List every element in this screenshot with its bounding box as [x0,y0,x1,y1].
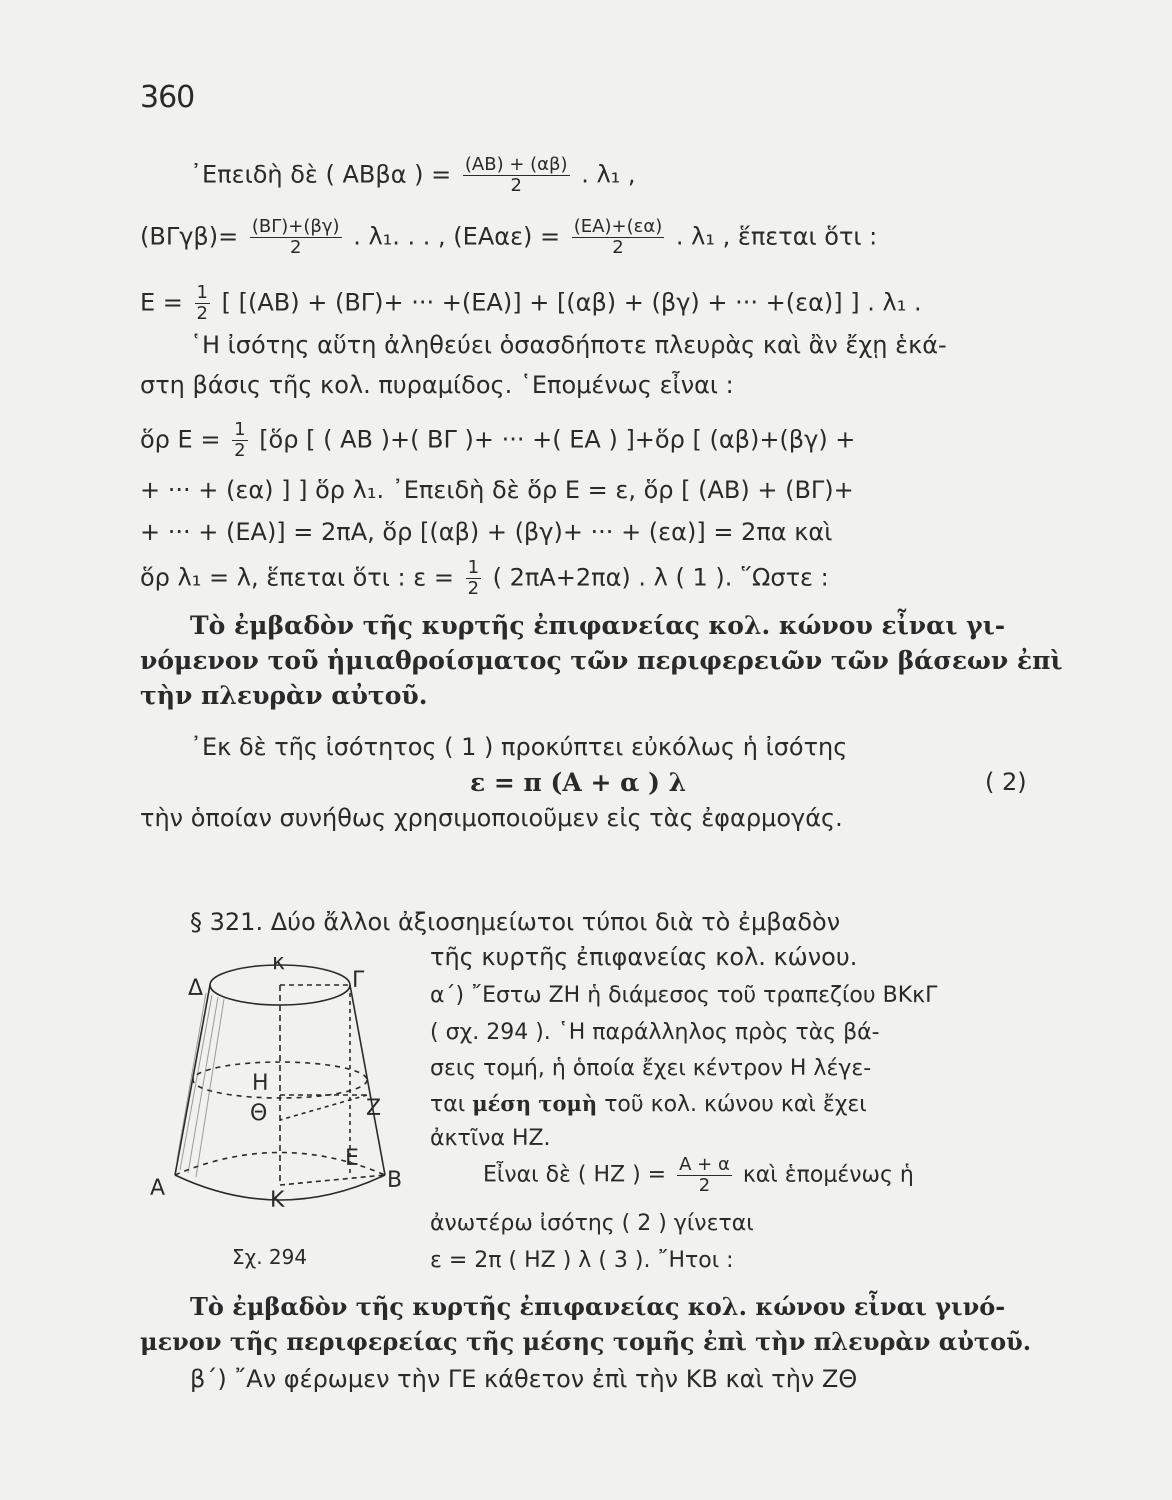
text-span: ὅρ λ₁ = λ, ἕπεται ὅτι : ε = [140,563,454,592]
fraction-numerator: Α + α [679,1154,730,1175]
fraction-denominator: 2 [289,236,302,258]
fraction-numerator: 1 [467,557,480,578]
fraction-numerator: (ΑΒ) + (αβ) [464,154,568,175]
fraction [232,420,247,461]
label-theta: Θ [250,1101,268,1126]
text-span: καὶ ἑπομένως ἡ [742,1162,914,1188]
text-line: + ··· + (ΕΑ)] = 2πΑ, ὅρ [(αβ) + (βγ)+ ··· + (εα)] = 2πα καὶ [140,518,833,546]
text-span: (ΒΓγβ)= [140,222,239,251]
fraction [250,217,342,258]
segment-ztheta [280,1095,367,1120]
text-line [430,1093,867,1116]
fraction-denominator: 2 [612,236,624,258]
text-span: ᾿Επειδὴ δὲ ( ΑΒβα ) = [190,160,452,189]
text-line: + ··· + (εα) ] ] ὅρ λ₁. ᾿Επειδὴ δὲ ὅρ Ε = ε, ὅρ [ (ΑΒ) + (ΒΓ)+ [140,476,854,504]
fraction-denominator: 2 [467,577,480,599]
text-line [140,558,829,599]
text-line: στη βάσις τῆς κολ. πυραμίδος. ῾Επομένως εἶναι : [140,371,734,399]
fraction [466,558,481,599]
truncated-cone-figure [140,955,410,1265]
text-span: ται [430,1092,466,1117]
label-delta: Δ [188,976,204,1001]
label-a: Α [150,1176,166,1201]
text-line [483,1155,914,1196]
fraction-denominator: 2 [196,302,208,324]
text-line [190,155,636,196]
radius-kb [280,1175,385,1185]
theorem-line: Τὸ ἐμβαδὸν τῆς κυρτῆς ἐπιφανείας κολ. κώνου εἶναι γι- [190,611,1006,640]
theorem-line: τὴν πλευρὰν αὐτοῦ. [140,681,428,710]
fraction-numerator: 1 [196,282,208,303]
text-line: α΄) ῎Εστω ΖΗ ἡ διάμεσος τοῦ τραπεζίου ΒΚκΓ [430,983,938,1008]
text-span: . λ₁. . . , (ΕΑαε) = [353,222,561,251]
fraction-numerator: 1 [234,419,246,440]
fraction-denominator: 2 [698,1174,711,1196]
fraction-denominator: 2 [234,439,246,461]
text-line [140,217,877,258]
label-k-top: κ [272,955,285,975]
text-line: ἀκτῖνα ΗΖ. [430,1126,551,1151]
text-line: β΄) ῎Αν φέρωμεν τὴν ΓΕ κάθετον ἐπὶ τὴν ΚΒ καὶ τὴν ΖΘ [190,1365,858,1393]
text-line [140,283,922,324]
label-e: Ε [345,1146,359,1171]
text-line: ᾿Εκ δὲ τῆς ἰσότητος ( 1 ) προκύπτει εὐκόλως ἡ ἰσότης [190,733,848,761]
text-line: ῾Η ἰσότης αὕτη ἀληθεύει ὁσασδήποτε πλευρὰς καὶ ἂν ἔχῃ ἑκά- [190,331,947,359]
fraction [677,1155,732,1196]
text-line: ἀνωτέρω ἰσότης ( 2 ) γίνεται [430,1211,754,1236]
text-line: σεις τομή, ἡ ὁποία ἔχει κέντρον Η λέγε- [430,1056,872,1081]
text-span: ( 2πΑ+2πα) . λ ( 1 ). ῞Ωστε : [492,563,829,592]
theorem-line: νόμενον τοῦ ἡμιαθροίσματος τῶν περιφερειῶν τῶν βάσεων ἐπὶ [140,646,1063,675]
text-span: . λ₁ , ἕπεται ὅτι : [675,222,878,251]
formula: ε = π (Α + α ) λ [470,768,687,797]
text-span: ὅρ Ε = [140,425,221,454]
text-span: Ε = [140,288,183,317]
text-span: [ὅρ [ ( ΑΒ )+( ΒΓ )+ ··· +( ΕΑ ) ]+ὅρ [ (αβ)+(βγ) + [259,425,856,454]
fraction-numerator: (ΒΓ)+(βγ) [251,216,340,237]
label-h: Η [252,1071,269,1096]
text-span: τοῦ κολ. κώνου καὶ ἔχει [604,1092,867,1117]
text-line: ε = 2π ( ΗΖ ) λ ( 3 ). ῎Ητοι : [430,1248,734,1273]
fraction [195,283,210,324]
label-k-bottom: Κ [270,1188,285,1213]
fraction [572,217,664,258]
theorem-line: Τὸ ἐμβαδὸν τῆς κυρτῆς ἐπιφανείας κολ. κώνου εἶναι γινό- [190,1292,1006,1321]
fraction [463,155,570,196]
text-span: . λ₁ , [581,160,636,189]
text-span: [ [(ΑΒ) + (ΒΓ)+ ··· +(ΕΑ)] + [(αβ) + (βγ) + ··· +(εα)] ] . λ₁ . [221,288,922,317]
fraction-numerator: (ΕΑ)+(εα) [573,216,663,237]
text-line [140,420,855,461]
label-gamma: Γ [352,968,365,993]
text-line: ( σχ. 294 ). ῾Η παράλληλος πρὸς τὰς βά- [430,1020,880,1045]
label-z: Ζ [366,1096,382,1121]
section-heading: τῆς κυρτῆς ἐπιφανείας κολ. κώνου. [430,943,858,971]
figure-caption: Σχ. 294 [232,1245,308,1269]
page-number: 360 [140,80,195,115]
label-b: Β [387,1168,403,1193]
bold-term: μέση τομὴ [472,1091,598,1116]
section-heading: § 321. Δύο ἄλλοι ἀξιοσημείωτοι τύποι διὰ τὸ ἐμβαδὸν [190,908,841,936]
fraction-denominator: 2 [510,174,522,196]
text-span: Εἶναι δὲ ( ΗΖ ) = [483,1162,667,1188]
text-line: τὴν ὁποίαν συνήθως χρησιμοποιοῦμεν εἰς τὰς ἐφαρμογάς. [140,804,843,832]
formula-number: ( 2) [985,768,1027,796]
theorem-line: μενον τῆς περιφερείας τῆς μέσης τομῆς ἐπὶ τὴν πλευρὰν αὐτοῦ. [140,1327,1032,1356]
